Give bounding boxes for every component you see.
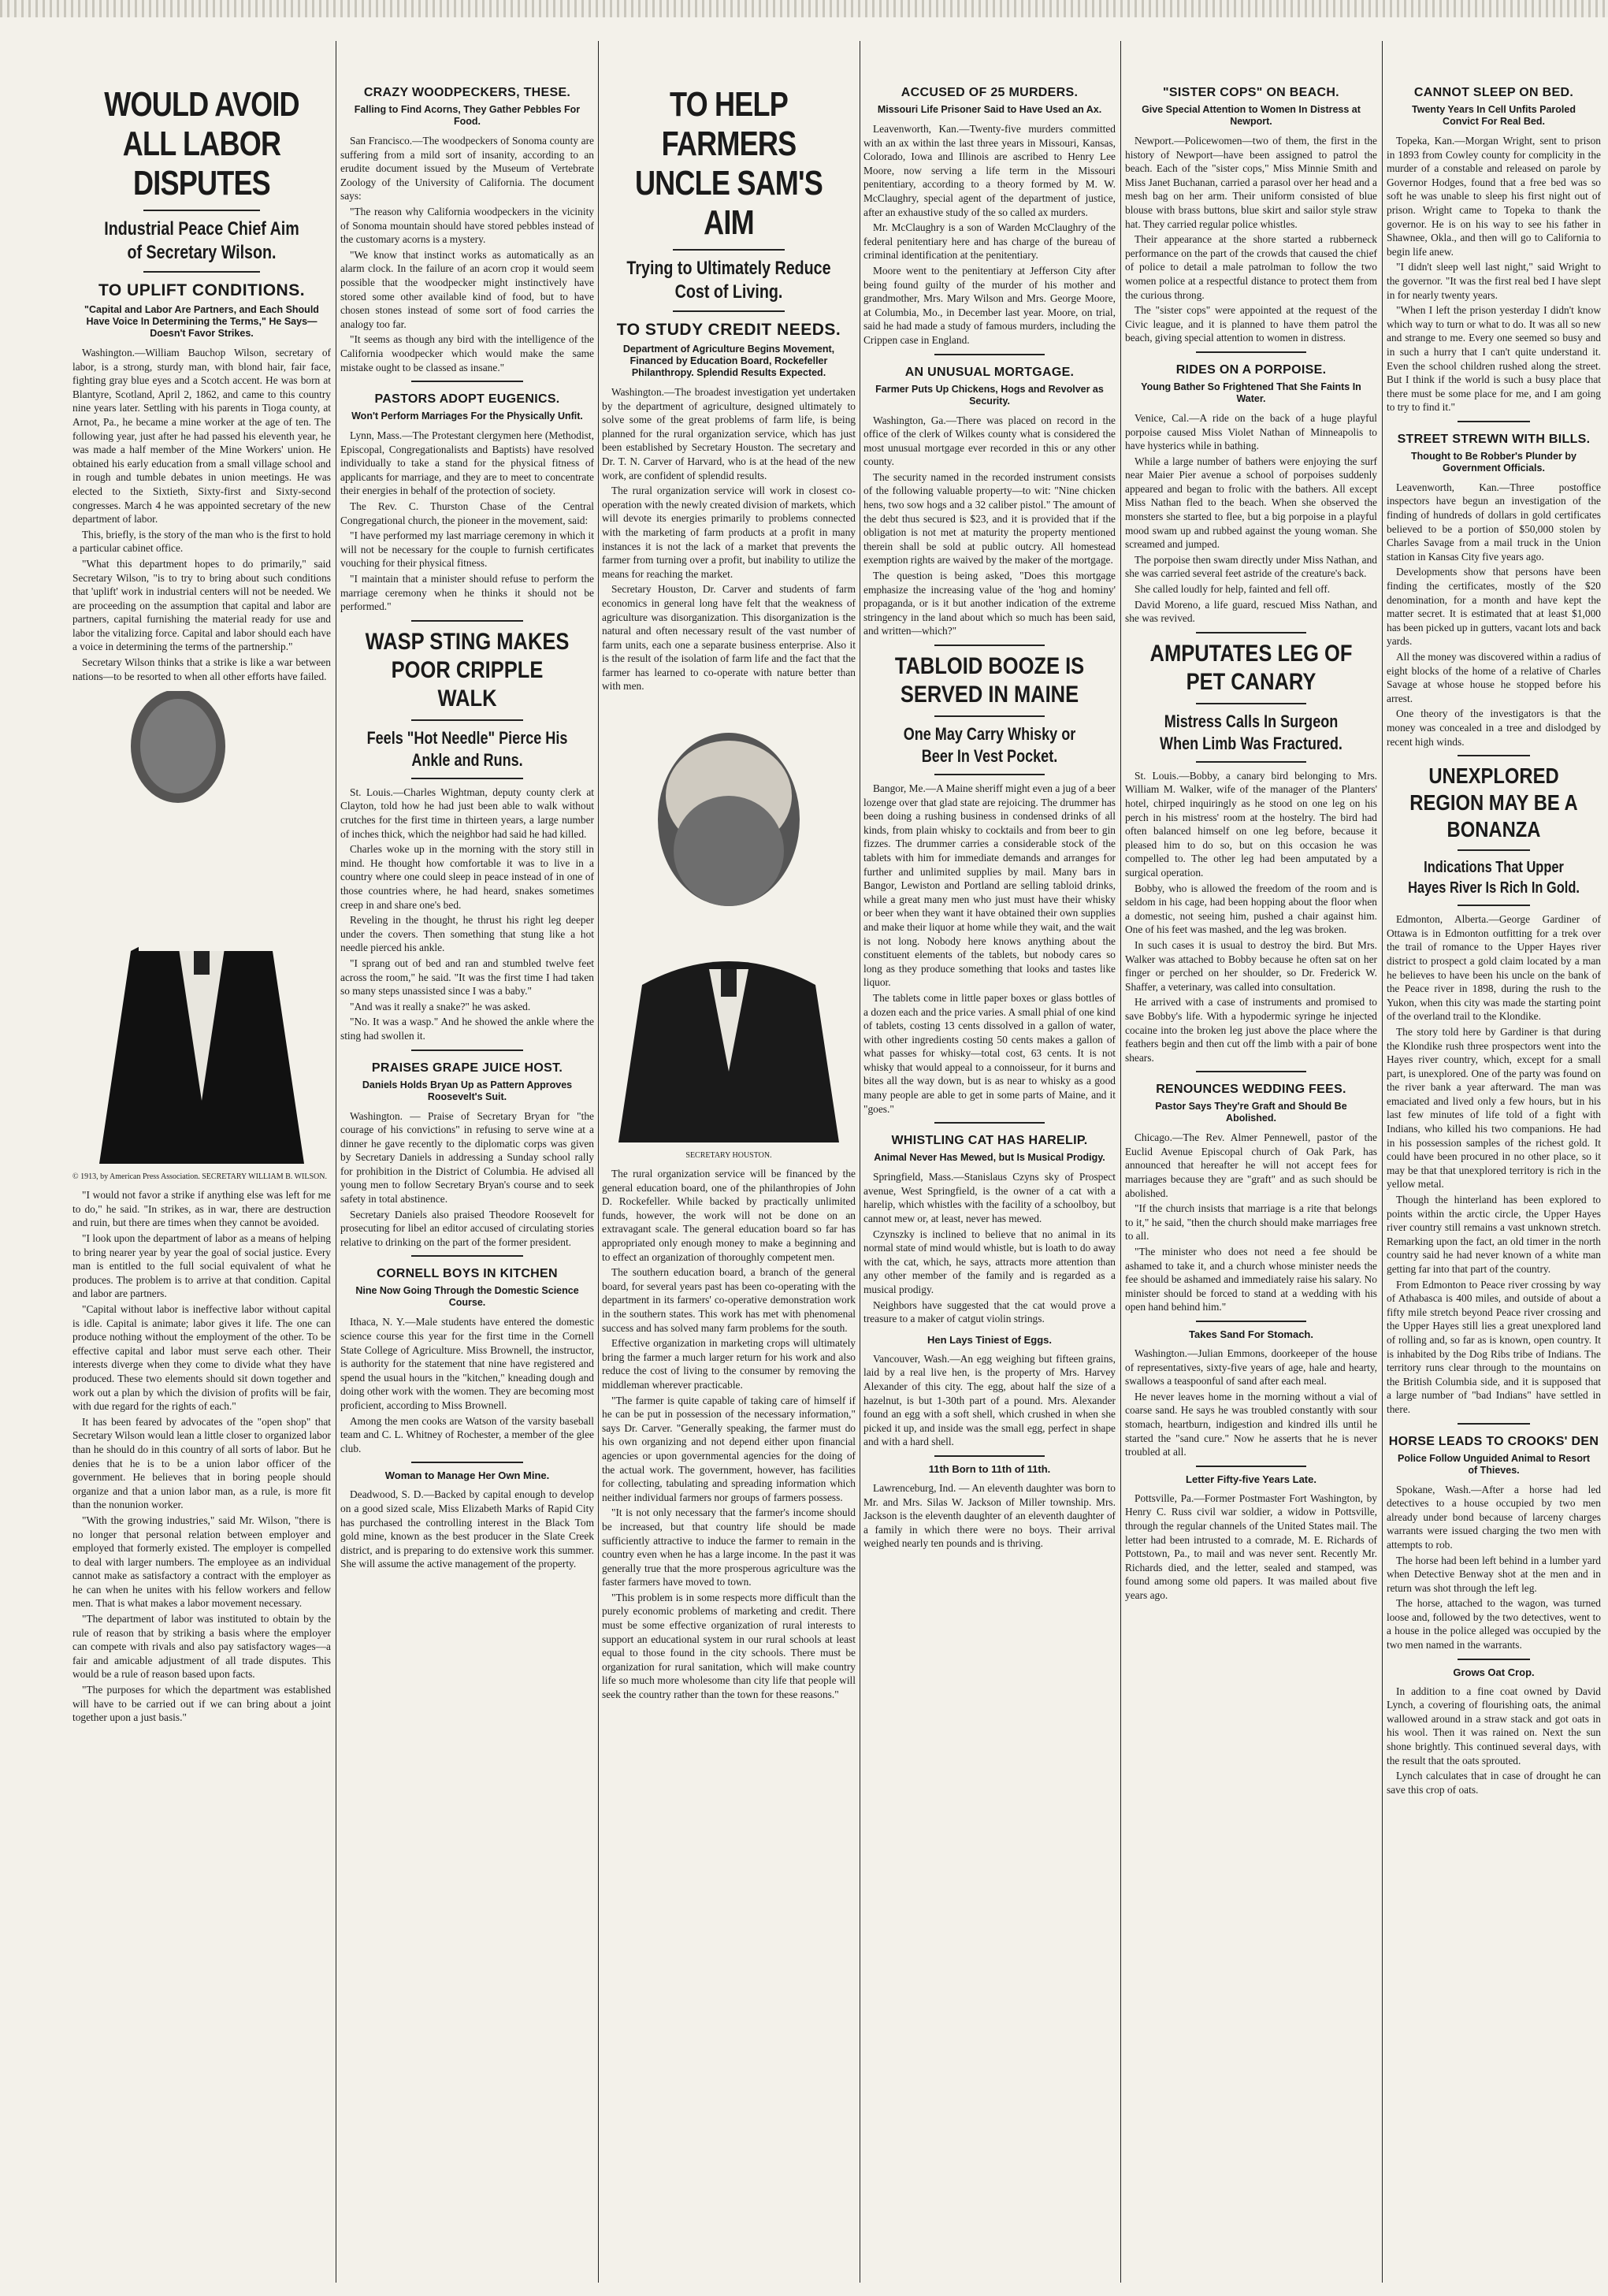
paragraph: Secretary Houston, Dr. Carver and students of farm economics in general long have felt that the weakness of agriculture was disorganization. This disorganization is the natural and often necessary result of the vast number of farm units, each one a separate business enterprise. Also it is the result of the isolation of farm life and the fact that the farmer has learned to co-operate with nature better than with men. [602,583,856,693]
paragraph: "This problem is in some respects more difficult than the purely economic problems of marketing and credit. There must be some effective organization of rural interests to support an educational system in our rural schools at least equal to those found in the city schools. There must be organization for rural sanitation, which will make country life so much more wholesome than city life that people will seek the country rather than the town for these reasons." [602,1591,856,1701]
divider [1458,1423,1530,1425]
portrait-wilson-image [84,691,320,1164]
divider [411,620,523,622]
subhead2-labor: TO UPLIFT CONDITIONS. [98,281,306,299]
portrait-wilson [84,691,320,1164]
headline-porpoise: RIDES ON A PORPOISE. [1175,362,1327,377]
deck-woodpeckers: Falling to Find Acorns, They Gather Pebbles For Food. [354,104,581,127]
paragraph: Venice, Cal.—A ride on the back of a huge playful porpoise caused Miss Violet Nathan of Minneapolis to have hysterics while in bathing. [1125,411,1377,452]
headline-labor: WOULD AVOID ALL LABOR DISPUTES [104,85,299,202]
column-rule [1120,41,1121,2283]
deck-cannot-sleep: Twenty Years In Cell Unfits Paroled Convict For Real Bed. [1412,104,1576,127]
paragraph: Washington.—William Bauchop Wilson, secretary of labor, is a strong, sturdy man, with blond hair, fair face, fighting gray blue eyes and a Scotch accent. He was born at Blantyre, Scotland, April 2, 1862, and came to this country nine years later. Settling with his parents in Tioga county, at Arnot, Pa., he became a mine worker at the age of ten. The following year, just after he had passed his eleventh year, he was made a half member of the Mine Workers' union. He obtained his early education from a small village school and in rough and tumble debates in union meetings. He was elected to the Sixtieth, Sixty-first and Sixty-second congresses. March 4 he was appointed secretary of the new department of labor. [72,347,331,526]
headline-wedding-fees: RENOUNCES WEDDING FEES. [1156,1083,1346,1097]
paragraph: Bangor, Me.—A Maine sheriff might even a jug of a beer lozenge over that glad state are rejoicing. The drummer has been doing a rushing business in condensed drinks of all kinds, from plain whisky to cocktails and from beer to gin fizzes. The drummer carries a considerable stock of the tablets with him for immediate demands and arranges for further and unlimited supplies by mail. Many bars in Bangor, Lewiston and Portland are selling tabloid drinks, while a great many men who just must have their whisky or beer when they want it have obtained their own supplies and make their liquor at home while they wait, and the wait is not long. Nobody here knows anything about the constituent elements of the tablets, but nobody cares so long as they produce something that looks and tastes like liquor. [863,782,1116,989]
deck-bills: Thought to Be Robber's Plunder by Government Officials. [1411,450,1576,474]
paragraph: While a large number of bathers were enjoying the surf near Maier Pier avenue a school of porpoises suddenly appeared and began to frolic with the bathers. All except Miss Nathan fled to the beach. When she observed the monsters she started to flee, but a big porpoise in a playful mood swam up and rubbed against the young woman. She screamed and jumped. [1125,455,1377,551]
paragraph: Leavenworth, Kan.—Three postoffice inspectors have begun an investigation of the finding of hundreds of dollars in gold certificates believed to be a portion of $50,000 stolen by Charles Savage from a mail truck in the Union station in Kansas City five years ago. [1387,481,1601,563]
paragraph: Moore went to the penitentiary at Jefferson City after being found guilty of the murder of his mother and grandmother, Mrs. Mary Wilson and Mrs. George Moore, at Columbia, Mo., in December last year. Moore, on trial, said he had made a study of famous murders, including the Crippen case in England. [863,264,1116,346]
paragraph: "I would not favor a strike if anything else was left for me to do," he said. "In strikes, as in war, there are destruction and ruin, but there are times when they cannot be avoided. [72,1189,331,1229]
column-2 [340,41,594,2283]
subhead-unexplored: Indications That Upper Hayes River Is Rich In Gold. [1408,859,1580,897]
paragraph: Edmonton, Alberta.—George Gardiner of Ottawa is in Edmonton outfitting for a trek over the trail of romance to the Upper Hayes river district to prospect a gold claim located by a man he believes to have been his uncle on the bank of the Peace river in 1898, during the rush to the Yukon, when this city was made the starting point of the overland trail to the Klondike. [1387,913,1601,1023]
divider [411,381,523,382]
divider [1196,1071,1306,1072]
paragraph: "It is not only necessary that the farmer's income should be increased, but that country life should be made sufficiently attractive to induce the farmer to remain in the country even when he has a large income. In the past it was generally true that the more prosperous agriculture was the faster farmers have moved to town. [602,1507,856,1588]
divider [673,249,785,251]
paragraph: The "sister cops" were appointed at the request of the Civic league, and it is planned to have them patrol the beach, giving special attention to women in distress. [1125,304,1377,344]
paragraph: "The department of labor was instituted to obtain by the rule of reason that by striking a basis where the employer can compete with rivals and also pay satisfactory wages—a fair and amicable adjustment of all trade disputes. This would be a rule of reason based upon facts. [72,1613,331,1681]
paragraph: Spokane, Wash.—After a horse had led detectives to a house occupied by two men already under bond because of larceny charges warrants were issued charging the two men with attempts to rob. [1387,1483,1601,1551]
subhead2-farmers: TO STUDY CREDIT NEEDS. [616,321,841,339]
paragraph: All the money was discovered within a radius of eight blocks of the home of a relative of Charles Savage at whose house he stopped before his arrest. [1387,651,1601,704]
divider [1196,351,1306,353]
article-labor-part2 [72,1188,331,1725]
divider [1458,421,1530,422]
paragraph: Deadwood, S. D.—Backed by capital enough to develop on a good sized scale, Miss Elizabeth Marks of Rapid City has purchased the controlling interest in the Black Tom gold mine, known as the best producer in the Slate Creek district, and is preparing to do extensive work this summer. She will assume the active management of the property. [340,1488,594,1570]
paragraph: "The purposes for which the department was established will have to be carried out if we can bring about a joint together upon a just basis." [72,1684,331,1724]
article-labor-part1 [72,346,331,683]
deck-mortgage: Farmer Puts Up Chickens, Hogs and Revolver as Security. [875,383,1104,407]
column-6 [1387,41,1601,2283]
divider [1458,905,1530,906]
portrait-houston [611,701,847,1142]
paragraph: "When I left the prison yesterday I didn't know which way to turn or what to do. It was all so new and strange to me. Every one seemed so busy and in such a hurry that I can't quite understand it. Even the school children rushed along the street. But I think if the world is such a busy place that there must be some place for me, and I am going to try to find it." [1387,304,1601,414]
column-3 [602,41,856,2283]
paragraph: Charles woke up in the morning with the story still in mind. He thought how comfortable it was to live in a country where one could sleep in peace instead of in one of those countries where, he had heard, snakes sometimes creep in and share one's bed. [340,843,594,911]
paragraph: "What this department hopes to do primarily," said Secretary Wilson, "is to try to bring about such conditions that 'uplift' work in industrial centers will not be needed. We are proceeding on the assumption that capital and labor are partners, capital furnishing the material ready for use and labor the vitalizing force. Capital and labor should each have a voice in determining the terms of the partnership." [72,557,331,653]
headline-letter: Letter Fifty-five Years Late. [1186,1473,1316,1485]
paragraph: Secretary Daniels also praised Theodore Roosevelt for prosecuting for libel an editor accused of circulating stories relative to drinking on the part of the former president. [340,1208,594,1248]
divider [934,1122,1045,1124]
paragraph: It has been feared by advocates of the "open shop" that Secretary Wilson would lean a little closer to organized labor than he should do in this country of all sorts of labor. But he denies that he is to be a union labor officer of the government. He believes that in boring people should organize and that a union labor man, as a rule, is more fit than the nonunion worker. [72,1415,331,1511]
subhead-labor: Industrial Peace Chief Aim of Secretary Wilson. [104,218,299,263]
divider [1196,761,1306,763]
deck-accused: Missouri Life Prisoner Said to Have Used an Ax. [877,104,1102,115]
paragraph: She called loudly for help, fainted and fell off. [1135,583,1331,596]
divider [1458,1659,1530,1660]
paragraph: David Moreno, a life guard, rescued Miss Nathan, and she was revived. [1125,598,1377,625]
divider [934,645,1045,646]
paragraph: This, briefly, is the story of the man who is the first to hold a particular cabinet office. [72,528,331,555]
paragraph: One theory of the investigators is that the money was concealed in a tree and dislodged by recent high winds. [1387,708,1601,748]
divider [1196,632,1306,633]
headline-bills: STREET STREWN WITH BILLS. [1397,432,1591,446]
paragraph: Bobby, who is allowed the freedom of the room and is seldom in his cage, had been hopping about the floor when a domestic, not seeing him, pushed a chair against him. One of his feet was mashed, and the leg was broken. [1125,882,1377,936]
headline-cannot-sleep: CANNOT SLEEP ON BED. [1413,86,1574,99]
deck-horse: Police Follow Unguided Animal to Resort of Thieves. [1398,1452,1590,1476]
divider [1196,1321,1306,1322]
headline-booze: TABLOID BOOZE IS SERVED IN MAINE [894,653,1085,708]
paragraph: The Rev. C. Thurston Chase of the Central Congregational church, the pioneer in the movement, said: [340,500,594,526]
deck-labor: "Capital and Labor Are Partners, and Each Should Have Voice In Determining the Terms," He Says—Doesn't Favor Strikes. [84,304,319,339]
divider [934,354,1045,355]
paragraph: Springfield, Mass.—Stanislaus Czyns sky of Prospect avenue, West Springfield, is the owner of a cat with a harelip, which whistles with the facility of a schoolboy, but cannot mew or, at least, never has mewed. [863,1171,1116,1225]
paragraph: "The reason why California woodpeckers in the vicinity of Sonoma mountain should have stored pebbles instead of the customary acorns is a mystery. [340,205,594,246]
divider [411,719,523,721]
paragraph: "I didn't sleep well last night," said Wright to the governor. "It was the first real bed I have slept in for nearly twenty years. [1387,261,1601,301]
headline-grape-juice: PRAISES GRAPE JUICE HOST. [371,1061,563,1075]
headline-cat: WHISTLING CAT HAS HARELIP. [891,1134,1088,1148]
paragraph: Leavenworth, Kan.—Twenty-five murders committed with an ax within the last three years in Missouri, Kansas, Colorado, Iowa and Illinois are ascribed to Henry Lee Moore, now serving a life term in the Missouri penitentiary, according to a theory formed by M. W. McClaughry, special agent of the department of justice, after an exhaustive study of the so called ax murders. [863,123,1116,218]
paragraph: Lynch calculates that in case of drought he can save this crop of oats. [1387,1770,1601,1796]
headline-mortgage: AN UNUSUAL MORTGAGE. [904,365,1075,379]
paragraph: Secretary Wilson thinks that a strike is like a war between nations—to be resorted to when all other efforts have failed. [72,656,331,682]
column-5 [1125,41,1377,2283]
headline-mine: Woman to Manage Her Own Mine. [384,1469,550,1482]
paragraph: The horse, attached to the wagon, was turned loose and, followed by the two detectives, went to a house in the police alleged was occupied by the two men named in the warrants. [1387,1597,1601,1651]
paragraph: In such cases it is usual to destroy the bird. But Mrs. Walker was attached to Bobby because he often sat on her finger or perched on her shoulder, so Dr. Frederick W. Shaffer, a veterinary, was called into consultation. [1125,938,1377,993]
divider [673,310,785,312]
paragraph: The story told here by Gardiner is that during the Klondike rush three prospectors went into the Hayes river country, which, except for a small part, is unexplored. One of the party was found on the river bank a year afterward. The man was emaciated and lived only a few hours, but in his last few minutes of life told of a fight with Indians, who killed his two companions. He had in his possession samples of the richest gold. It could have been procured in no other place, so it may be that that unexplored territory is rich in the yellow metal. [1387,1025,1601,1191]
paragraph: "And was it really a snake?" he was asked. [350,1000,531,1012]
divider [1196,1466,1306,1467]
paragraph: In addition to a fine coat owned by David Lynch, a covering of flourishing oats, the animal wallowed around in a straw stack and got oats in his wool. Then it was rained on. Next the sun shone brightly. This continued several days, with the result that the oats sprouted. [1387,1685,1601,1767]
paragraph: Czynszky is inclined to believe that no animal in its normal state of mind would whistle, but is loath to do away with the cat, which, he says, attracts more attention than any other member of the family and is regarded as a musical prodigy. [863,1228,1116,1295]
headline-farmers: TO HELP FARMERS UNCLE SAM'S AIM [634,85,823,242]
paragraph: Reveling in the thought, he thrust his right leg deeper under the covers. Then something that stung like a hot needle pierced his ankle. [340,914,594,954]
paragraph: "If the church insists that marriage is a rite that belongs to it," he said, "then the church should make marriages free to all. [1125,1202,1377,1243]
paragraph: Mr. McClaughry is a son of Warden McClaughry of the federal penitentiary here and has charge of the bureau of criminal identification at the penitentiary. [863,221,1116,262]
deck-sister-cops: Give Special Attention to Women In Distress at Newport. [1142,104,1361,127]
paragraph: The rural organization service will work in closest co-operation with the newly created division of markets, which will devote its energies primarily to problems connected with the marketing of farm products at a profit in many instances it is not the lack of a market that prevents the farmer from turning over a profit, but inability to utilize the means for reaching the market. [602,485,856,580]
paragraph: San Francisco.—The woodpeckers of Sonoma county are suffering from a mild sort of insanity, according to an erudite document issued by the Museum of Vertebrate Zoology of the University of California. The document says: [340,135,594,202]
divider [411,1462,523,1463]
photo-caption-wilson: © 1913, by American Press Association. SECRETARY WILLIAM B. WILSON. [72,1172,327,1182]
paragraph: Chicago.—The Rev. Almer Pennewell, pastor of the Euclid Avenue Episcopal church of Oak Park, has announced that hereafter he will not accept fees for marriages because they are "graft" and as such should be abolished. [1125,1131,1377,1199]
paragraph: Neighbors have suggested that the cat would prove a treasure to a maker of catgut violin strings. [863,1298,1116,1325]
headline-canary: AMPUTATES LEG OF PET CANARY [1149,640,1353,695]
paragraph: The southern education board, a branch of the general board, for several years past has been co-operating with the department in its farmers' co-operative demonstration work in the southern states. This work has met with phenomenal success and has solved many farm problems for the south. [602,1266,856,1334]
headline-sand: Takes Sand For Stomach. [1189,1328,1313,1340]
paragraph: "I maintain that a minister should refuse to perform the marriage ceremony when he thinks it should not be performed." [340,573,594,613]
paragraph: The horse had been left behind in a lumber yard when Detective Benway shot at the men and in return was shot through the left leg. [1387,1554,1601,1594]
divider [1196,703,1306,704]
paragraph: "It seems as though any bird with the intelligence of the California woodpecker which would make the same mistake ought to be classed as insane." [340,333,594,373]
headline-egg: Hen Lays Tiniest of Eggs. [927,1333,1052,1346]
paragraph: Their appearance at the shore started a rubberneck performance on the part of the crowds that caused the chief of police to detail a male patrolman to follow the two women police at a respectful distance to protect them from the curious throng. [1125,233,1377,301]
deck-cornell: Nine Now Going Through the Domestic Science Course. [355,1285,579,1309]
deck-pastors: Won't Perform Marriages For the Physically Unfit. [351,411,583,422]
divider [934,715,1045,717]
headline-horse: HORSE LEADS TO CROOKS' DEN [1388,1434,1599,1448]
deck-porpoise: Young Bather So Frightened That She Faints In Water. [1141,381,1361,404]
headline-oat-crop: Grows Oat Crop. [1453,1666,1535,1678]
paragraph: Though the hinterland has been explored to points within the arctic circle, the Upper Hayes river country still remains a vast unknown stretch. Remarking upon the fact, an old timer in the north country said he had never known of a white man getting far into that part of the country. [1387,1194,1601,1275]
paragraph: He arrived with a case of instruments and promised to save Bobby's life. With a hypodermic syringe he injected cocaine into the broken leg just above the place where the feathers begin and then cut off the limb with a pair of bone shears. [1125,996,1377,1064]
paragraph: The security named in the recorded instrument consists of the following valuable property—to wit: "Nine chicken hens, two sow hogs and a 32 caliber pistol." The amount of the debt thus secured is $23, and it is provided that if the obligation is not met at maturity the property mentioned therein shall be sold at public outcry. All homestead exemption rights are waived by the maker of the mortgage. [863,470,1116,567]
deck-wedding-fees: Pastor Says They're Graft and Should Be Abolished. [1155,1101,1347,1124]
paragraph: The rural organization service will be financed by the general education board, one of the philanthropies of John D. Rockefeller. While backed by practically unlimited funds, however, the work will not be done on an extravagant scale. The general education board so far has appropriated only enough money to make a beginning and to effect an organization of thoroughly competent men. [602,1168,856,1263]
paragraph: Newport.—Policewomen—two of them, the first in the history of Newport—have been assigned to patrol the beach. Each of the "sister cops," Miss Minnie Smith and Miss Janet Buchanan, carried a parasol over her head and a mesh bag on her arm. Their uniform consisted of blue blouse with brass buttons, blue skirt and sailor style straw hat. They carried regular police whistles. [1125,135,1377,230]
paragraph: The question is being asked, "Does this mortgage emphasize the increasing value of the 'hog and hominy' propaganda, or is it but another indication of the extreme stringency in the land about which so much has been said, and written—which?" [863,570,1116,637]
paragraph: "We know that instinct works as automatically as an alarm clock. In the failure of an acorn crop it would seem possible that the woodpecker might instinctively have stored some other available kind of food, but to have chosen stones instead of some sort of food carries the analogy too far. [340,248,594,330]
paragraph: "No. It was a wasp." And he showed the ankle where the sting had swollen it. [340,1016,594,1042]
paragraph: Ithaca, N. Y.—Male students have entered the domestic science course this year for the first time in the Cornell State College of Agriculture. Miss Brownell, the instructor, is authority for the statement that nine have registered and spend the usual hours in the "kitchen," kneading dough and doing other work with the women. They are becoming most proficient, according to Miss Brownell. [340,1316,594,1411]
paragraph: Washington.—Julian Emmons, doorkeeper of the house of representatives, sixty-five years of age, hale and hearty, swallows a teaspoonful of sand after each meal. [1125,1347,1377,1388]
subhead-wasp: Feels "Hot Needle" Pierce His Ankle and Runs. [366,727,568,770]
deck-cat: Animal Never Has Mewed, but Is Musical Prodigy. [874,1152,1105,1164]
paragraph: "I have performed my last marriage ceremony in which it will not be necessary for the couple to furnish certificates vouching for their physical fitness. [340,529,594,570]
paragraph: "The minister who does not need a fee should be ashamed to take it, and a church whose minister needs the fee should be ashamed and immediately raise his salary. No minister should be forced to stand at a wedding with his open hand behind him." [1125,1246,1377,1313]
divider [411,1255,523,1257]
paragraph: He never leaves home in the morning without a vial of coarse sand. He says he was troubled constantly with sour stomach, heartburn, indigestion and kindred ills until he started the "sand cure." Now he asserts that he is never troubled at all. [1125,1390,1377,1458]
column-rule [1382,41,1383,2283]
paragraph: Washington.—The broadest investigation yet undertaken by the department of agriculture, designed ultimately to solve some of the great problems of farm life, is being planned for the rural organization service, which has just been established by Secretary Houston. The secretary and Dr. T. N. Carver of Harvard, who is at the head of the new work, are confident of splendid results. [602,386,856,481]
paragraph: "Capital without labor is ineffective labor without capital is idle. Capital is animate; labor gives it life. The one can produce nothing without the employment of the other. To be effective capital and labor must serve each other. Their interests diverge when they come to divide what they have produced. These two elements should sit down together and work out a plan by which the division of profits will be fair, with due regard for the rights of each." [72,1303,331,1413]
divider [143,271,260,273]
headline-eleventh: 11th Born to 11th of 11th. [928,1462,1051,1475]
headline-wasp: WASP STING MAKES POOR CRIPPLE WALK [365,628,570,711]
paragraph: "I sprang out of bed and ran and stumbled twelve feet across the room," he said. "It was the first time I had taken so many steps unassisted since I was a baby." [340,957,594,998]
headline-accused: ACCUSED OF 25 MURDERS. [901,86,1079,99]
subhead-booze: One May Carry Whisky or Beer In Vest Pocket. [903,724,1076,766]
paragraph: "I look upon the department of labor as a means of helping to bring nearer year by year the goal of social justice. Every man is entitled to the full social equivalent of what he produces. The problem is to arrive at that condition. Capital and labor are partners. [72,1232,331,1300]
paragraph: Developments show that persons have been finding the certificates, mostly of the $20 denomination, for a month and have kept the matter secret. It is estimated that at least $1,000 has been picked up in gutters, vacant lots and back yards. [1387,566,1601,648]
subhead-farmers: Trying to Ultimately Reduce Cost of Living. [626,258,831,303]
paragraph: Washington, Ga.—There was placed on record in the office of the clerk of Wilkes county what is considered the most unusual mortgage ever recorded in this or any other county. [863,414,1116,468]
paragraph: Lawrenceburg, Ind. — An eleventh daughter was born to Mr. and Mrs. Silas W. Jackson of Miller township. Mrs. Jackson is the eleventh daughter of an eleventh daughter of a family in which there were no boys. Their arrival weighed nearly ten pounds and is thriving. [863,1481,1116,1550]
divider [1458,755,1530,756]
paragraph: Topeka, Kan.—Morgan Wright, sent to prison in 1893 from Cowley county for complicity in the murder of a constable and released on parole by Governor Hodges, found that a free bed was so soft he was unable to sleep his first night out of prison. Wright came to Topeka to thank the governor. He is on his way to see his father in Shawnee, Okla., and then will go to California to begin life anew. [1387,135,1601,258]
headline-woodpeckers: CRAZY WOODPECKERS, THESE. [363,86,571,99]
column-rule [598,41,599,2283]
paragraph: The tablets come in little paper boxes or glass bottles of a dozen each and the price varies. A small phial of one kind of tablets, costing 13 cents dissolved in a gallon of water, with other ingredients costing 50 cents makes a gallon of what passes for whisky—total cost, 63 cents. It is not whisky that would appeal to a connoisseur, for it burns and bites all the way down, but is as near to whisky as a good many people are able to get in some parts of Maine, and it "goes." [863,991,1116,1115]
headline-unexplored: UNEXPLORED REGION MAY BE A BONANZA [1409,763,1578,842]
paragraph: From Edmonton to Peace river crossing by way of Athabasca is 400 miles, and outside of about a fifty mile stretch beyond Peace river crossing and the Upper Hayes still lies a great unexplored land of rolling and, so far as is known, open country. It is inhabited by the Dog Ribs tribe of Indians. The territory runs clear through to the mountains on the British Columbia side, and it is supposed that a large number of "bad Indians" have settled in there. [1387,1278,1601,1415]
photo-caption-houston: SECRETARY HOUSTON. [685,1151,772,1161]
column-1 [72,41,331,2283]
headline-sister-cops: "SISTER COPS" ON BEACH. [1163,86,1339,99]
divider [411,778,523,779]
paragraph: Among the men cooks are Watson of the varsity baseball team and C. L. Whitney of Rochester, a member of the glee club. [340,1414,594,1455]
deck-grape-juice: Daniels Holds Bryan Up as Pattern Approves Roosevelt's Suit. [362,1079,573,1102]
subhead-canary: Mistress Calls In Surgeon When Limb Was Fractured. [1160,711,1342,753]
paragraph: St. Louis.—Charles Wightman, deputy county clerk at Clayton, told how he had just been able to walk without crutches for the first time in thirteen years, a large number of inches thick, which the neighbor had said he had killed. [340,786,594,840]
divider [411,1050,523,1051]
paragraph: "With the growing industries," said Mr. Wilson, "there is no longer that personal relation between employer and employed that formerly existed. The employer is compelled to deal with larger numbers. The employee as an individual cannot make as satisfactory a contract with the employer as he can when he unites with his fellow workers and fellow men. That is what makes a labor movement necessary. [72,1514,331,1610]
paragraph: Vancouver, Wash.—An egg weighing but fifteen grains, laid by a real live hen, is the property of Mrs. Harvey Alexander of this city. The egg, about half the size of a hazelnut, is but 1-30th part of a pound. Mrs. Alexander found an egg with a soft shell, which crushed in when she picked it up, and inside was the small egg, perfect in shape and with a hard shell. [863,1352,1116,1448]
divider [143,210,260,211]
paragraph: Washington. — Praise of Secretary Bryan for "the courage of his convictions" in refusing to serve wine at a dinner he gave recently to the diplomatic corps was given by Secretary Daniels in addressing a Sunday school rally for prohibition in the District of Columbia. He advised all young men to follow Secretary Bryan's course and to seek safety in total abstinence. [340,1109,594,1206]
paragraph: Pottsville, Pa.—Former Postmaster Fort Washington, by Henry C. Russ civil war soldier, a widow in Pottsville, through the regular channels of the United States mail. The letter had been intrusted to a comrade, M. E. Richards of Pottstown, Pa., to mail and was never sent. Recently Mr. Richards died, and the letter, sealed and stamped, was found among some old papers. It was mailed about five years ago. [1125,1492,1377,1601]
portrait-houston-image [611,701,847,1142]
paragraph: Lynn, Mass.—The Protestant clergymen here (Methodist, Episcopal, Congregationalists and Baptists) have resolved individually to take a stand for the physical fitness of applicants for marriage, and they are to meet to concentrate their energies in behalf of the protection of society. [340,429,594,497]
page-top-edge [0,0,1608,17]
column-4 [863,41,1116,2283]
headline-cornell: CORNELL BOYS IN KITCHEN [377,1267,558,1281]
paragraph: St. Louis.—Bobby, a canary bird belonging to Mrs. William M. Walker, wife of the manager of the Planters' hotel, chirped inquiringly as he stood on one leg on his perch in his mistress' room at the hostelry. The bird had often balanced himself on one leg before, because it pleased him to do so, but on this occasion he was compelled to. The other leg had been amputated by a surgical operation. [1125,769,1377,879]
divider [934,774,1045,775]
paragraph: "The farmer is quite capable of taking care of himself if he can be put in possession of the necessary information," says Dr. Carver. "Generally speaking, the farmer must do his own organizing and not depend either upon financial agencies or upon governmental agencies for the doing of the actual work. The government, however, has facilities for collecting, tabulating and spreading information which neither individual farmers nor groups of farmers possess. [602,1394,856,1503]
paragraph: The porpoise then swam directly under Miss Nathan, and she was carried several feet astride of the creature's back. [1125,553,1377,580]
divider [934,1455,1045,1457]
divider [1458,849,1530,851]
paragraph: Effective organization in marketing crops will ultimately bring the farmer a much larger return for his work and also reduce the cost of living to the consumer by removing the middleman wherever practicable. [602,1337,856,1391]
headline-pastors: PASTORS ADOPT EUGENICS. [374,392,560,407]
deck-farmers: Department of Agriculture Begins Movement, Financed by Education Board, Rockefeller Philanthropy. Splendid Results Expected. [622,344,835,378]
